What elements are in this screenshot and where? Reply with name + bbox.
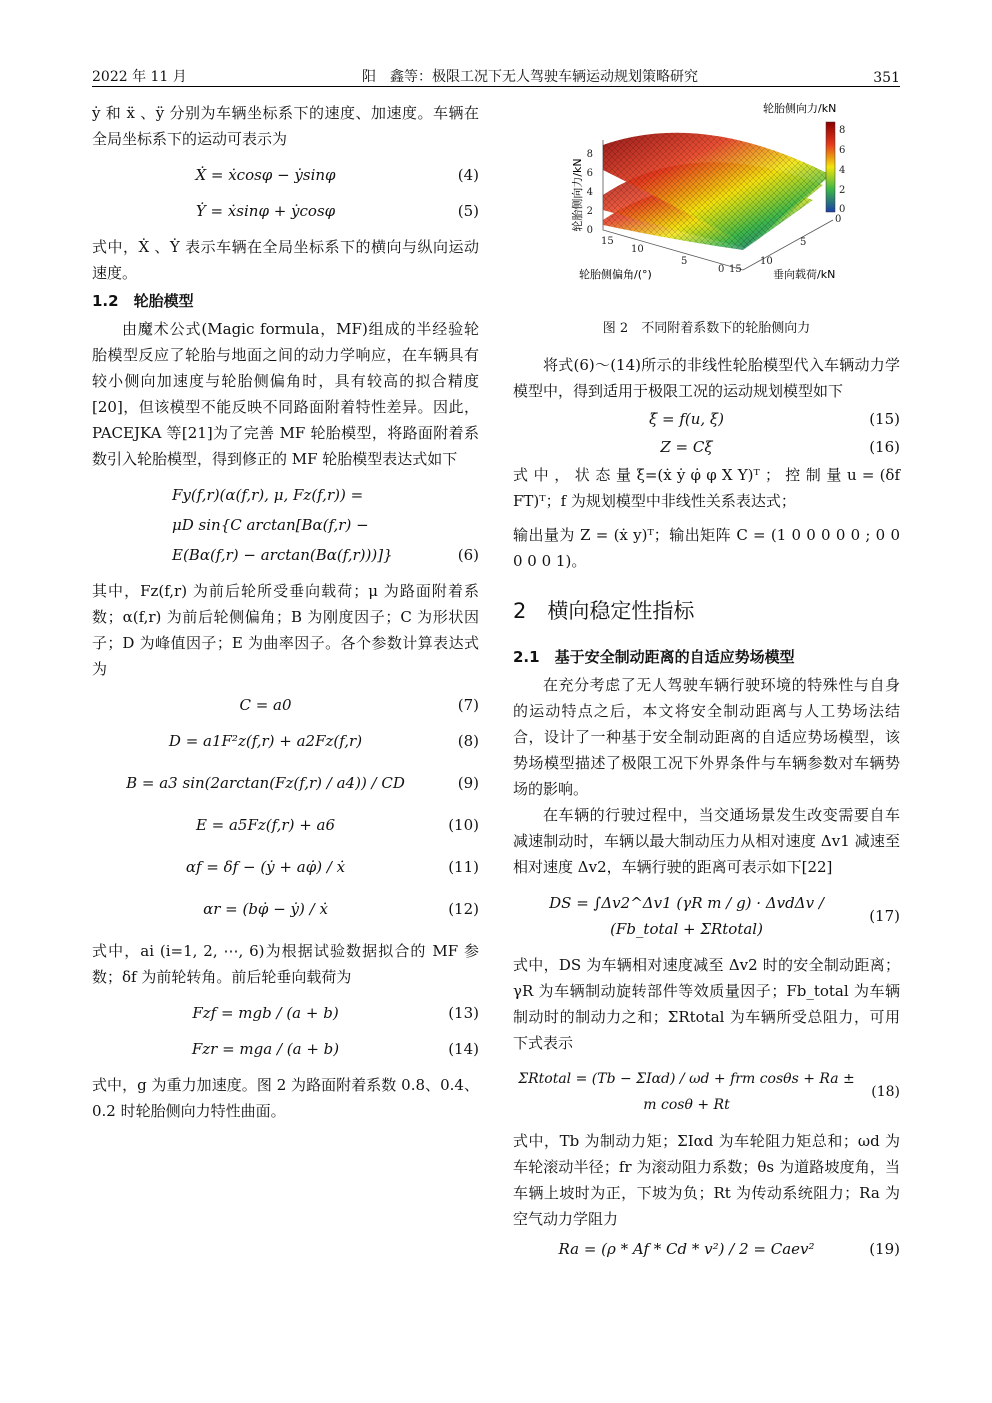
paragraph: ẏ 和 ẍ 、ÿ 分别为车辆坐标系下的速度、加速度。车辆在全局坐标系下的运动可表示为 bbox=[92, 104, 479, 148]
equation-15: ξ̇ = f(u, ξ) (15) bbox=[648, 410, 900, 428]
paragraph: 式中，Ẋ 、Ẏ 表示车辆在全局坐标系下的横向与纵向运动速度。 bbox=[92, 238, 479, 282]
colorbar-tick: 2 bbox=[839, 185, 846, 196]
equation-5: Ẏ = ẋsinφ + ẏcosφ (5) bbox=[195, 202, 479, 220]
y-tick: 0 bbox=[835, 214, 842, 225]
figure-caption: 图 2 不同附着系数下的轮胎侧向力 bbox=[602, 321, 811, 336]
paragraph: 在车辆的行驶过程中，当交通场景发生改变需要自车减速制动时，车辆以最大制动压力从相对速度 Δv1 减速至相对速度 Δv2，车辆行驶的距离可表示如下[22] bbox=[513, 806, 900, 876]
colorbar bbox=[826, 122, 835, 212]
page-number: 351 bbox=[873, 70, 900, 86]
header-title: 阳 鑫等：极限工况下无人驾驶车辆运动规划策略研究 bbox=[362, 69, 699, 85]
paragraph: 其中，Fz(f,r) 为前后轮所受垂向载荷；μ 为路面附着系数；α(f,r) 为前后轮侧偏角；B 为刚度因子；C 为形状因子；D 为峰值因子；E 为曲率因子。各个参数计算表达式为 bbox=[92, 582, 479, 678]
x-axis-label: 轮胎侧偏角/(°) bbox=[579, 268, 652, 281]
figure-2 bbox=[513, 100, 900, 310]
tire-force-surface-plot bbox=[513, 100, 900, 310]
colorbar-title: 轮胎侧向力/kN bbox=[763, 102, 837, 115]
equation-16: Z = Cξ (16) bbox=[660, 438, 900, 456]
x-tick: 5 bbox=[681, 256, 688, 267]
y-tick: 15 bbox=[729, 264, 742, 275]
left-column bbox=[92, 100, 479, 1124]
colorbar-tick: 4 bbox=[839, 165, 846, 176]
paragraph: 式中，ai (i=1, 2, ⋯, 6)为根据试验数据拟合的 MF 参数；δf 为前轮转角。前后轮垂向载荷为 bbox=[92, 942, 479, 986]
equation-9: B = a3 sin(2arctan(Fz(f,r) / a4)) / CD (9) bbox=[126, 774, 479, 792]
equation-7: C = a0 (7) bbox=[239, 696, 479, 714]
z-axis-label: 轮胎侧向力/kN bbox=[571, 158, 584, 232]
paragraph: 由魔术公式(Magic formula，MF)组成的半经验轮胎模型反应了轮胎与地面之间的动力学响应，在车辆具有较小侧向加速度与轮胎侧偏角时，具有较高的拟合精度[20]，但该模型不能反映不同路面附着特性差异。因此，PACEJKA 等[21]为了完善 MF 轮胎模型，将路面附着系数引入轮胎模型，得到修正的 MF 轮胎模型表达式如下 bbox=[92, 320, 479, 468]
x-tick: 10 bbox=[631, 244, 644, 255]
x-tick: 0 bbox=[718, 264, 725, 275]
z-tick: 4 bbox=[586, 187, 593, 198]
equation-14: Fzr = mga / (a + b) (14) bbox=[191, 1040, 479, 1058]
header-rule bbox=[92, 86, 900, 87]
paragraph: 式中，g 为重力加速度。图 2 为路面附着系数 0.8、0.4、0.2 时轮胎侧向力特性曲面。 bbox=[92, 1076, 479, 1120]
z-tick: 0 bbox=[586, 225, 593, 236]
equation-8: D = a1F²z(f,r) + a2Fz(f,r) (8) bbox=[168, 732, 479, 750]
equation-13: Fzf = mgb / (a + b) (13) bbox=[192, 1004, 479, 1022]
y-tick: 5 bbox=[800, 237, 807, 248]
section-heading-2: 2 横向稳定性指标 bbox=[513, 599, 695, 623]
paragraph: 输出量为 Z = (ẋ y)ᵀ；输出矩阵 C = (1 0 0 0 0 0 ; 0 0 0 0 0 1)。 bbox=[513, 526, 900, 570]
y-tick: 10 bbox=[760, 256, 773, 267]
right-column bbox=[513, 100, 900, 1266]
colorbar-tick: 6 bbox=[839, 145, 846, 156]
page-header bbox=[92, 64, 900, 86]
equation-18: ΣRtotal = (Tb − ΣIαd) / ωd + frm cosθs + Ra ± m cosθ + Rt (18) bbox=[518, 1071, 900, 1113]
paragraph: 式中，DS 为车辆相对速度减至 Δv2 时的安全制动距离；γR 为车辆制动旋转部件等效质量因子；Fb_total 为车辆制动时的制动力之和；ΣRtotal 为车辆所受总阻力，可用下式表示 bbox=[513, 956, 900, 1052]
colorbar-tick: 0 bbox=[839, 204, 846, 215]
y-axis-label: 垂向载荷/kN bbox=[773, 268, 836, 281]
equation-10: E = a5Fz(f,r) + a6 (10) bbox=[195, 816, 479, 834]
equation-6: Fy(f,r)(α(f,r), μ, Fz(f,r)) = μD sin{C arctan[Bα(f,r) − (6) E(Bα(f,r) − arctan(Bα(f,r)))]} bbox=[172, 486, 479, 564]
paragraph: 在充分考虑了无人驾驶车辆行驶环境的特殊性与自身的运动特点之后，本文将安全制动距离与人工势场法结合，设计了一种基于安全制动距离的自适应势场模型，该势场模型描述了极限工况下外界条件与车辆参数对车辆势场的影响。 bbox=[513, 676, 900, 798]
section-heading-2-1: 2.1 基于安全制动距离的自适应势场模型 bbox=[513, 648, 795, 666]
paragraph: 将式(6)～(14)所示的非线性轮胎模型代入车辆动力学模型中，得到适用于极限工况的运动规划模型如下 bbox=[513, 356, 900, 400]
z-tick: 2 bbox=[586, 206, 593, 217]
x-tick: 15 bbox=[601, 236, 614, 247]
z-tick: 6 bbox=[586, 168, 593, 179]
z-tick: 8 bbox=[586, 149, 593, 160]
equation-4: Ẋ = ẋcosφ − ẏsinφ (4) bbox=[195, 166, 479, 184]
header-date: 2022 年 11 月 bbox=[92, 69, 187, 85]
paragraph: 式中，Tb 为制动力矩；ΣIαd 为车轮阻力矩总和；ωd 为车轮滚动半径；fr 为滚动阻力系数；θs 为道路坡度角，当车辆上坡时为正，下坡为负；Rt 为传动系统阻力；Ra 为空气动力学阻力 bbox=[513, 1132, 900, 1228]
equation-17: DS = ∫Δv2^Δv1 (γR m / g) · ΔvdΔv / (Fb_total + ΣRtotal) (17) bbox=[549, 894, 900, 938]
section-heading-1-2: 1.2 轮胎模型 bbox=[92, 292, 194, 310]
equation-19: Ra = (ρ * Af * Cd * v²) / 2 = Caev² (19) bbox=[558, 1240, 900, 1258]
equation-11: αf = δf − (ẏ + aφ̇) / ẋ (11) bbox=[185, 858, 479, 876]
paragraph: 式 中 ， 状 态 量 ξ=(ẋ ẏ φ̇ φ X Y)ᵀ ； 控 制 量 u = (δf FT)ᵀ；f 为规划模型中非线性关系表达式； bbox=[513, 466, 900, 510]
colorbar-tick: 8 bbox=[839, 125, 846, 136]
equation-12: αr = (bφ̇ − ẏ) / ẋ (12) bbox=[203, 900, 479, 918]
